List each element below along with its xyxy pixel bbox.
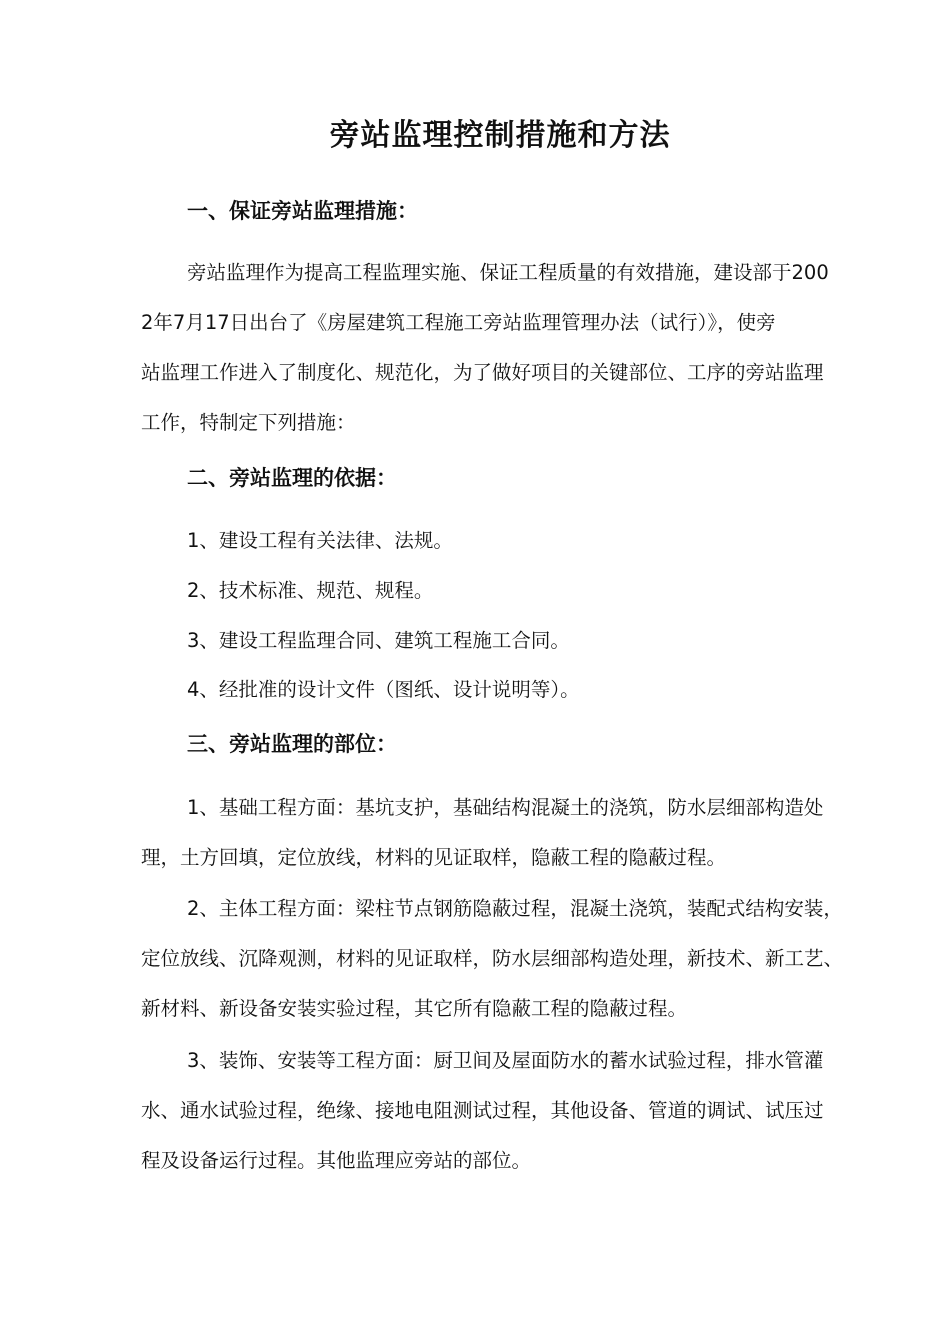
document-title: 旁站监理控制措施和方法 bbox=[329, 118, 671, 153]
section-3-p3-line-2: 水、通水试验过程，绝缘、接地电阻测试过程，其他设备、管道的调试、试压过 bbox=[141, 1099, 824, 1122]
section-3-p3-line-1: 3、装饰、安装等工程方面：厨卫间及屋面防水的蓄水试验过程，排水管灌 bbox=[187, 1049, 824, 1072]
section-3-heading: 三、旁站监理的部位： bbox=[187, 732, 397, 756]
section-3-p2-line-3: 新材料、新设备安装实验过程，其它所有隐蔽工程的隐蔽过程。 bbox=[141, 997, 688, 1020]
section-1-line-4: 工作，特制定下列措施： bbox=[141, 411, 356, 434]
section-3-p3-line-3: 程及设备运行过程。其他监理应旁站的部位。 bbox=[141, 1149, 532, 1172]
section-3-p1-line-1: 1、基础工程方面：基坑支护，基础结构混凝土的浇筑，防水层细部构造处 bbox=[187, 796, 824, 819]
section-2-heading: 二、旁站监理的依据： bbox=[187, 466, 397, 490]
section-3-p2-line-1: 2、主体工程方面：梁柱节点钢筋隐蔽过程，混凝土浇筑，装配式结构安装， bbox=[187, 897, 843, 920]
section-2-item-4: 4、经批准的设计文件（图纸、设计说明等）。 bbox=[187, 678, 580, 701]
section-2-item-3: 3、建设工程监理合同、建筑工程施工合同。 bbox=[187, 629, 570, 652]
section-2-item-2: 2、技术标准、规范、规程。 bbox=[187, 579, 434, 602]
section-1-line-1: 旁站监理作为提高工程监理实施、保证工程质量的有效措施，建设部于200 bbox=[187, 261, 829, 284]
section-1-heading: 一、保证旁站监理措施： bbox=[187, 199, 418, 223]
section-3-p2-line-2: 定位放线、沉降观测，材料的见证取样，防水层细部构造处理，新技术、新工艺、 bbox=[141, 947, 844, 970]
section-1-line-3: 站监理工作进入了制度化、规范化，为了做好项目的关键部位、工序的旁站监理 bbox=[141, 361, 824, 384]
section-2-item-1: 1、建设工程有关法律、法规。 bbox=[187, 529, 453, 552]
section-3-p1-line-2: 理，土方回填，定位放线，材料的见证取样，隐蔽工程的隐蔽过程。 bbox=[141, 846, 727, 869]
section-1-line-2: 2年7月17日出台了《房屋建筑工程施工旁站监理管理办法（试行）》，使旁 bbox=[141, 311, 776, 334]
